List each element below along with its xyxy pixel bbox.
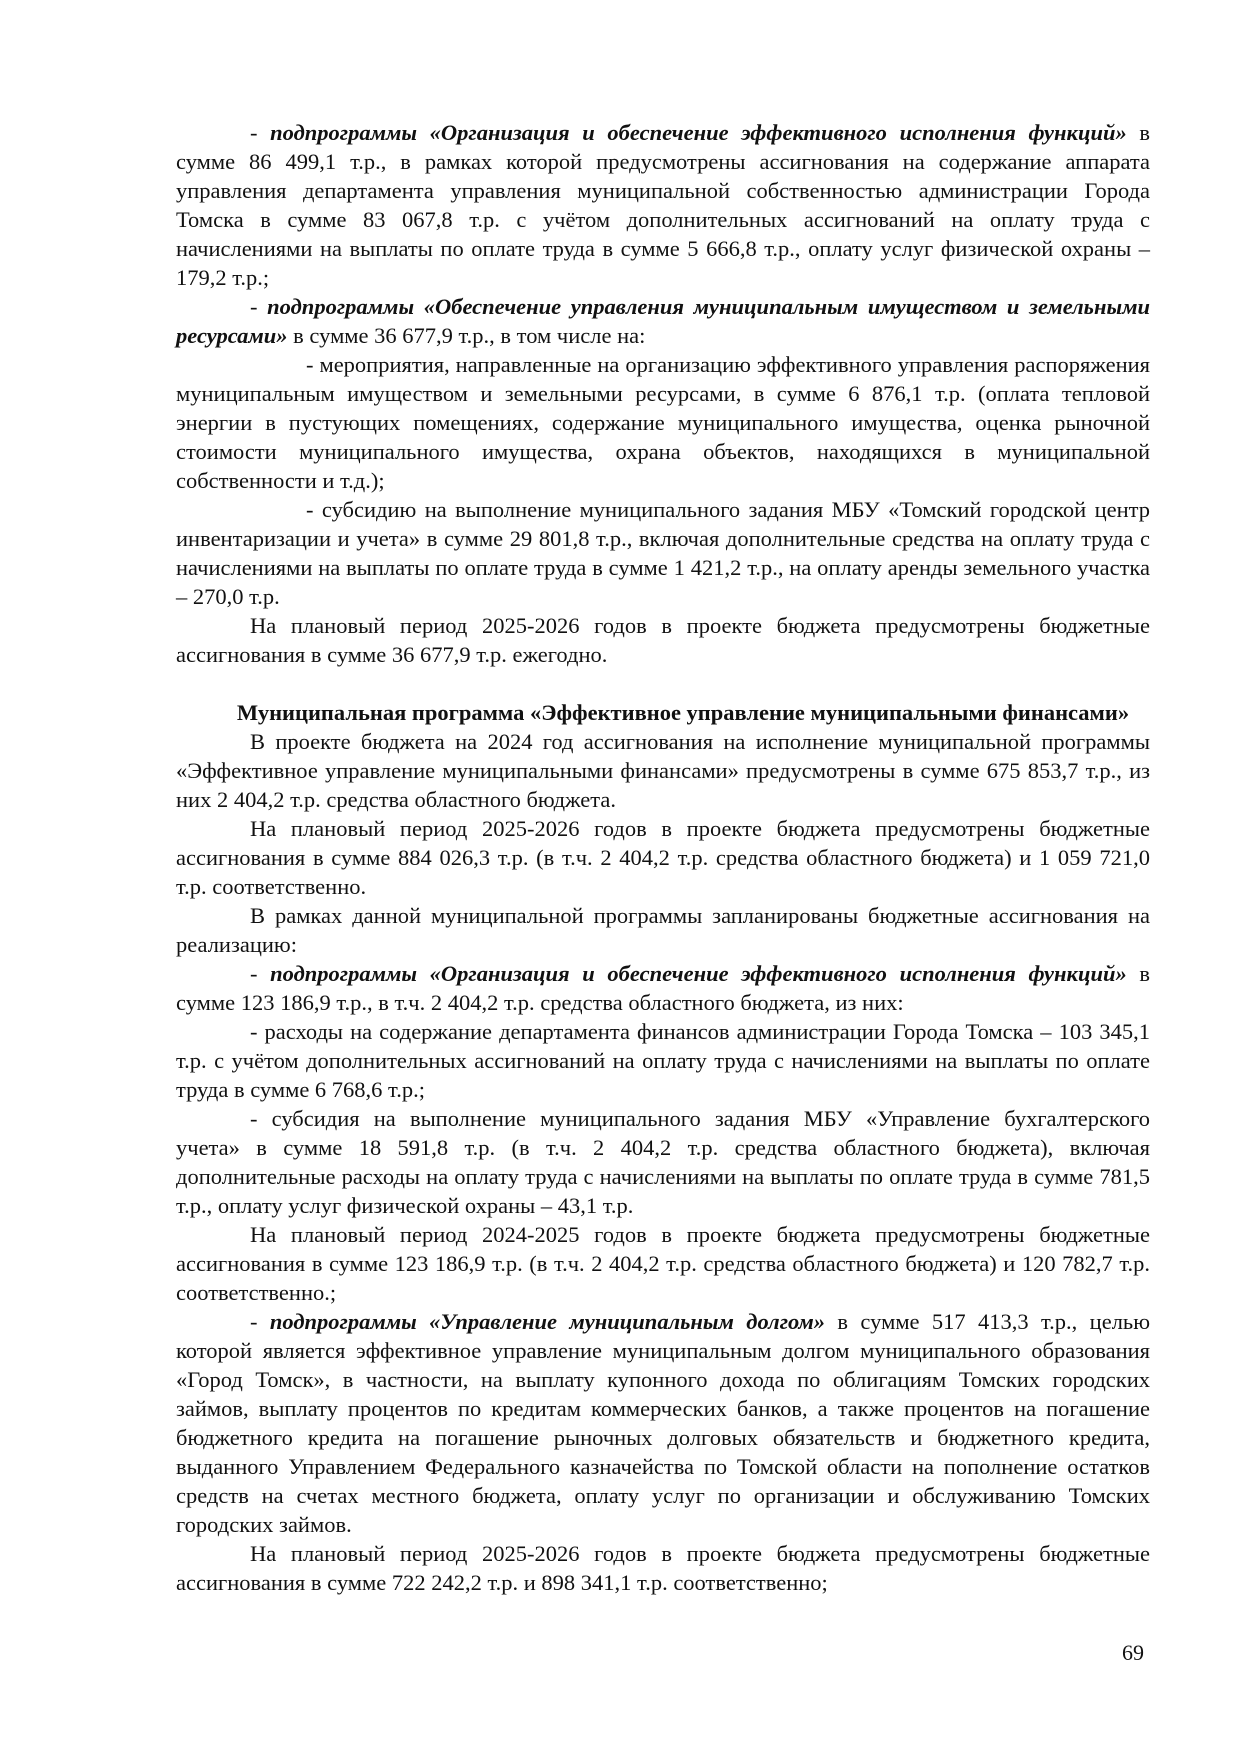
paragraph-finance-planned-period: На плановый период 2025-2026 годов в проекте бюджета предусмотрены бюджетные ассигнования в сумме 884 026,3 т.р. (в т.ч. 2 404,2 т.р. средства областного бюджета) и 1 059 721,0 т.р. соответственно. bbox=[176, 816, 1150, 899]
paragraph-planned-period-functions: На плановый период 2024-2025 годов в проекте бюджета предусмотрены бюджетные ассигнования в сумме 123 186,9 т.р. (в т.ч. 2 404,2 т.р. средства областного бюджета) и 120 782,7 т.р. соответственно.; bbox=[176, 1222, 1150, 1305]
paragraph-subprogram-functions-finance: - подпрограммы «Организация и обеспечение эффективного исполнения функций» в сумме 123 186,9 т.р., в т.ч. 2 404,2 т.р. средства областного бюджета, из них: bbox=[176, 961, 1151, 1015]
paragraph-planned-period-property: На плановый период 2025-2026 годов в проекте бюджета предусмотрены бюджетные ассигнования в сумме 36 677,9 т.р. ежегодно. bbox=[176, 613, 1150, 667]
paragraph-subprogram-debt: - подпрограммы «Управление муниципальным долгом» в сумме 517 413,3 т.р., целью которой является эффективное управление муниципальным долгом муниципального образования «Город Томск», в частности, на выплату купонного дохода по облигациям Томских городских займов, выплату процентов по кредитам коммерческих банков, а также процентов на погашение бюджетного кредита на погашение рыночных долговых обязательств и бюджетного кредита, выданного Управлением Федерального казначейства по Томской области на пополнение остатков средств на счетах местного бюджета, оплату услуг по организации и обслуживанию Томских городских займов. bbox=[176, 1309, 1151, 1537]
paragraph-subprogram-functions-property: - подпрограммы «Организация и обеспечение эффективного исполнения функций» в сумме 86 499,1 т.р., в рамках которой предусмотрены ассигнования на содержание аппарата управления департамента управления муниципальной собственностью администрации Города Томска в сумме 83 067,8 т.р. с учётом дополнительных ассигнований на оплату труда с начислениями на выплаты по оплате труда в сумме 5 666,8 т.р., оплату услуг физической охраны – 179,2 т.р.; bbox=[176, 120, 1151, 290]
paragraph-finance-department-expenses: - расходы на содержание департамента финансов администрации Города Томска – 103 345,1 т.р. с учётом дополнительных ассигнований на оплату труда с начислениями на выплаты по оплате труда в сумме 6 768,6 т.р.; bbox=[176, 1019, 1150, 1102]
section-heading: Муниципальная программа «Эффективное управление муниципальными финансами» bbox=[236, 700, 1130, 725]
page-number: 69 bbox=[1122, 1640, 1144, 1665]
paragraph-measures-property: - мероприятия, направленные на организацию эффективного управления распоряжения муниципальным имуществом и земельными ресурсами, в сумме 6 876,1 т.р. (оплата тепловой энергии в пустующих помещениях, содержание муниципального имущества, оценка рыночной стоимости муниципального имущества, охрана объектов, находящихся в муниципальной собственности и т.д.); bbox=[176, 352, 1150, 493]
subprogram-title: подпрограммы «Организация и обеспечение эффективного исполнения функций» bbox=[270, 961, 1127, 986]
page-body bbox=[176, 118, 1150, 1597]
subprogram-title: подпрограммы «Обеспечение управления муниципальным имуществом и земельными ресурсами» bbox=[176, 294, 1150, 348]
paragraph-finance-program-2024: В проекте бюджета на 2024 год ассигнования на исполнение муниципальной программы «Эффективное управление муниципальными финансами» предусмотрены в сумме 675 853,7 т.р., из них 2 404,2 т.р. средства областного бюджета. bbox=[176, 729, 1150, 812]
subprogram-title: подпрограммы «Управление муниципальным долгом» bbox=[269, 1309, 826, 1334]
paragraph-subsidy-inventory-center: - субсидию на выполнение муниципального задания МБУ «Томский городской центр инвентаризации и учета» в сумме 29 801,8 т.р., включая дополнительные средства на оплату труда с начислениями на выплаты по оплате труда в сумме 1 421,2 т.р., на оплату аренды земельного участка – 270,0 т.р. bbox=[176, 497, 1150, 609]
paragraph-subprogram-property-management: - подпрограммы «Обеспечение управления муниципальным имуществом и земельными ресурсами» в сумме 36 677,9 т.р., в том числе на: bbox=[176, 294, 1150, 348]
paragraph-finance-framework: В рамках данной муниципальной программы запланированы бюджетные ассигнования на реализацию: bbox=[176, 903, 1150, 957]
subprogram-title: подпрограммы «Организация и обеспечение эффективного исполнения функций» bbox=[270, 120, 1127, 145]
paragraph-planned-period-debt: На плановый период 2025-2026 годов в проекте бюджета предусмотрены бюджетные ассигнования в сумме 722 242,2 т.р. и 898 341,1 т.р. соответственно; bbox=[176, 1541, 1150, 1595]
blank-line bbox=[176, 669, 1150, 698]
paragraph-subsidy-accounting: - субсидия на выполнение муниципального задания МБУ «Управление бухгалтерского учета» в сумме 18 591,8 т.р. (в т.ч. 2 404,2 т.р. средства областного бюджета), включая дополнительные расходы на оплату труда с начислениями на выплаты по оплате труда в сумме 781,5 т.р., оплату услуг физической охраны – 43,1 т.р. bbox=[176, 1106, 1150, 1218]
